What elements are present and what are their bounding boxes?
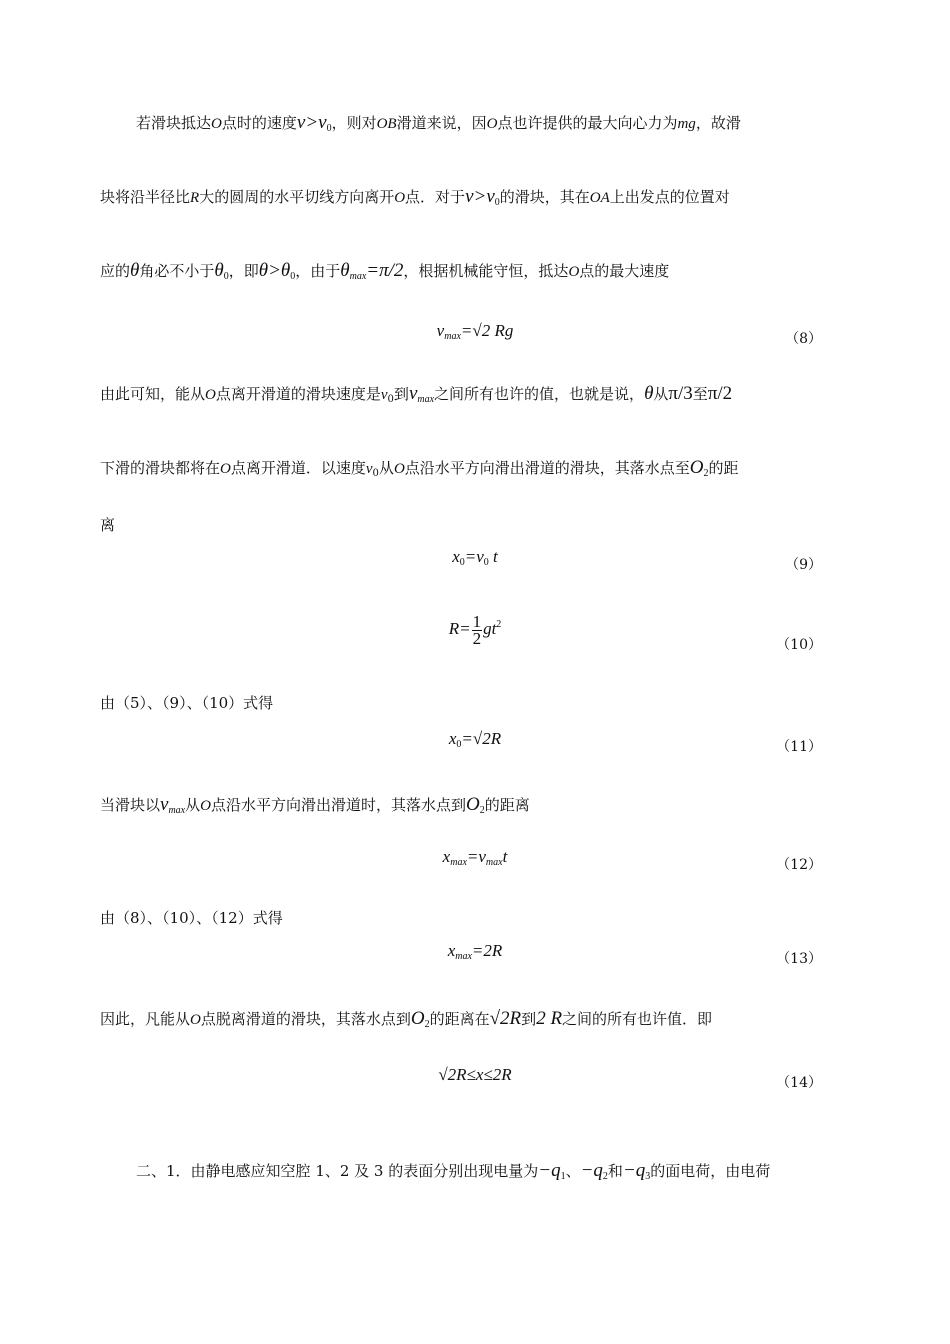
fraction-one-half: $\frac{1}{2}$ (472, 611, 482, 648)
math-pi2: π/2 (707, 383, 733, 404)
symbol-mg: mg (677, 116, 696, 132)
math-O2: $O_2$ (466, 794, 485, 816)
symbol-O: O (220, 461, 231, 477)
text-segment: 若滑块抵达 (136, 114, 212, 132)
math-pi3: π/3 (668, 383, 693, 404)
math-minus-q2: $-q_2$ (580, 1160, 608, 1182)
math-O2: $O_2$ (410, 1008, 430, 1030)
math-v-gt-v0: $v>v_0$ (296, 112, 332, 134)
paragraph-1-line-3: 应的θ角必不小于$\theta_0$，即$\theta>\theta_0$，由于$\theta_{max}=\pi/2$，根据机械能守恒，抵达O点的最大速度 (100, 260, 670, 282)
symbol-O: O (190, 1012, 201, 1028)
conclusion-text: 因此，凡能从O点脱离滑道的滑块，其落水点到$O_2$的距离在√2R到2 R之间的所有也许值．即 (100, 1008, 713, 1030)
text-segment: 点时的速度 (221, 114, 297, 132)
text-segment: ，则对 (331, 114, 377, 132)
paragraph-2-line-1: 由此可知，能从O点离开滑道的滑块速度是$v_0$到$v_{max}$之间所有也许的值，也就是说，θ从π/3至π/2 (100, 383, 733, 405)
symbol-O: O (205, 387, 216, 403)
paragraph-1-line-2: 块将沿半径比R大的圆周的水平切线方向离开O点．对于$v>v_0$的滑块，其在OA上出发点的位置对 (100, 186, 730, 208)
math-minus-q1: $-q_1$ (538, 1160, 566, 1182)
math-v0: v (365, 461, 373, 477)
math-theta-max: $\theta_{max}=\pi/2$ (340, 260, 404, 282)
text-segment: ，故滑 (695, 114, 741, 132)
equation-number: （11） (776, 739, 822, 755)
symbol-O: O (211, 116, 222, 132)
symbol-O: O (486, 116, 498, 132)
paragraph-2-line-2: 下滑的滑块都将在O点离开滑道．以速度$v_0$从O点沿水平方向滑出滑道的滑块，其落水点至$O_2$的距 (100, 457, 739, 479)
math-vmax: $v_{max}$ (408, 383, 435, 405)
paragraph-1-line-1 (136, 112, 845, 140)
equation-number: （14） (776, 1075, 822, 1091)
equation-number: （10） (776, 637, 822, 653)
text-segment: 点也许提供的最大向心力为 (497, 114, 678, 132)
equation-number: （12） (776, 857, 822, 873)
symbol-theta: θ (644, 383, 654, 404)
symbol-O: O (200, 798, 211, 814)
math-vmax: $v_{max}$ (160, 794, 186, 816)
paragraph-2-line-3: 离 (100, 516, 116, 534)
equation-number: （8） (785, 331, 822, 347)
document-page: 若滑块抵达O点时的速度$v>v_0$，则对OB滑道来说，因O点也许提供的最大向心力为mg，故滑 块将沿半径比R大的圆周的水平切线方向离开O点．对于$v>v_0$的滑块，其在OA上出发点的位置对 应的θ角必不小于$\theta_0$，即$\theta>\theta_0$，由于$\theta_{max}=\pi/2$，根据机械能守恒，抵达O点的最大速度 $v_{max}=√2$ Rg （8） 由此可知，能从O点离开滑道的滑块速度是$v_0$到$v_{max}$之间所有也许的值，也就是说，θ从π/3至π/2 下滑的滑块都将在O点离开滑道．以速度$v_0$从O点沿水平方向滑出滑道的滑块，其落水点至$O_2$的距 离 $x_0=v_0$ t （9） R= $\frac{1}{2}$ $gt^2$ （10） 由（5）、（9）、（10）式得 $x_0=√2R$ （11） 当滑块以$v_{max}$从O点沿水平方向滑出滑道时，其落水点到$O_2$的距离 $x_{max}=v_{max}t$ （12） 由（8）、（10）、（12）式得 $x_{max}=2R$ （13） 因此，凡能从O点脱离滑道的滑块，其落水点到$O_2$的距离在√2R到2 R之间的所有也许值．即 √2R≤x≤2R （14） 二、1．由静电感应知空腔 1、2 及 3 的表面分别出现电量为$-q_1$、$-q_2$和$-q_3$的面电荷，由电荷 (0, 0, 950, 1344)
math-minus-q3: $-q_3$ (622, 1160, 651, 1182)
symbol-theta: θ (130, 260, 140, 281)
math-sqrt2R: √2R (489, 1008, 522, 1029)
symbol-O: O (568, 264, 580, 280)
equation-number: （13） (776, 951, 822, 967)
math-O2: $O_2$ (689, 457, 709, 479)
derivation-text: 由（8）、（10）、（12）式得 (100, 909, 283, 927)
vmax-text: 当滑块以$v_{max}$从O点沿水平方向滑出滑道时，其落水点到$O_2$的距离 (100, 794, 530, 816)
math-v-gt-v0: $v>v_0$ (465, 186, 500, 208)
math-theta-gt-theta0: $\theta>\theta_0$ (258, 260, 296, 282)
symbol-R: R (190, 190, 200, 206)
section-2-line-1: 二、1．由静电感应知空腔 1、2 及 3 的表面分别出现电量为$-q_1$、$-q_2$和$-q_3$的面电荷，由电荷 (136, 1160, 771, 1182)
derivation-text: 由（5）、（9）、（10）式得 (100, 694, 274, 712)
math-theta0: $\theta_0$ (214, 260, 229, 282)
symbol-OA: OA (589, 190, 610, 206)
math-2R: 2 R (536, 1008, 563, 1029)
text-segment: 滑道来说，因 (396, 114, 487, 132)
symbol-O: O (394, 190, 406, 206)
equation-number: （9） (785, 557, 822, 573)
math-v0: v (380, 387, 388, 403)
symbol-O: O (393, 461, 405, 477)
symbol-OB: OB (376, 116, 397, 132)
